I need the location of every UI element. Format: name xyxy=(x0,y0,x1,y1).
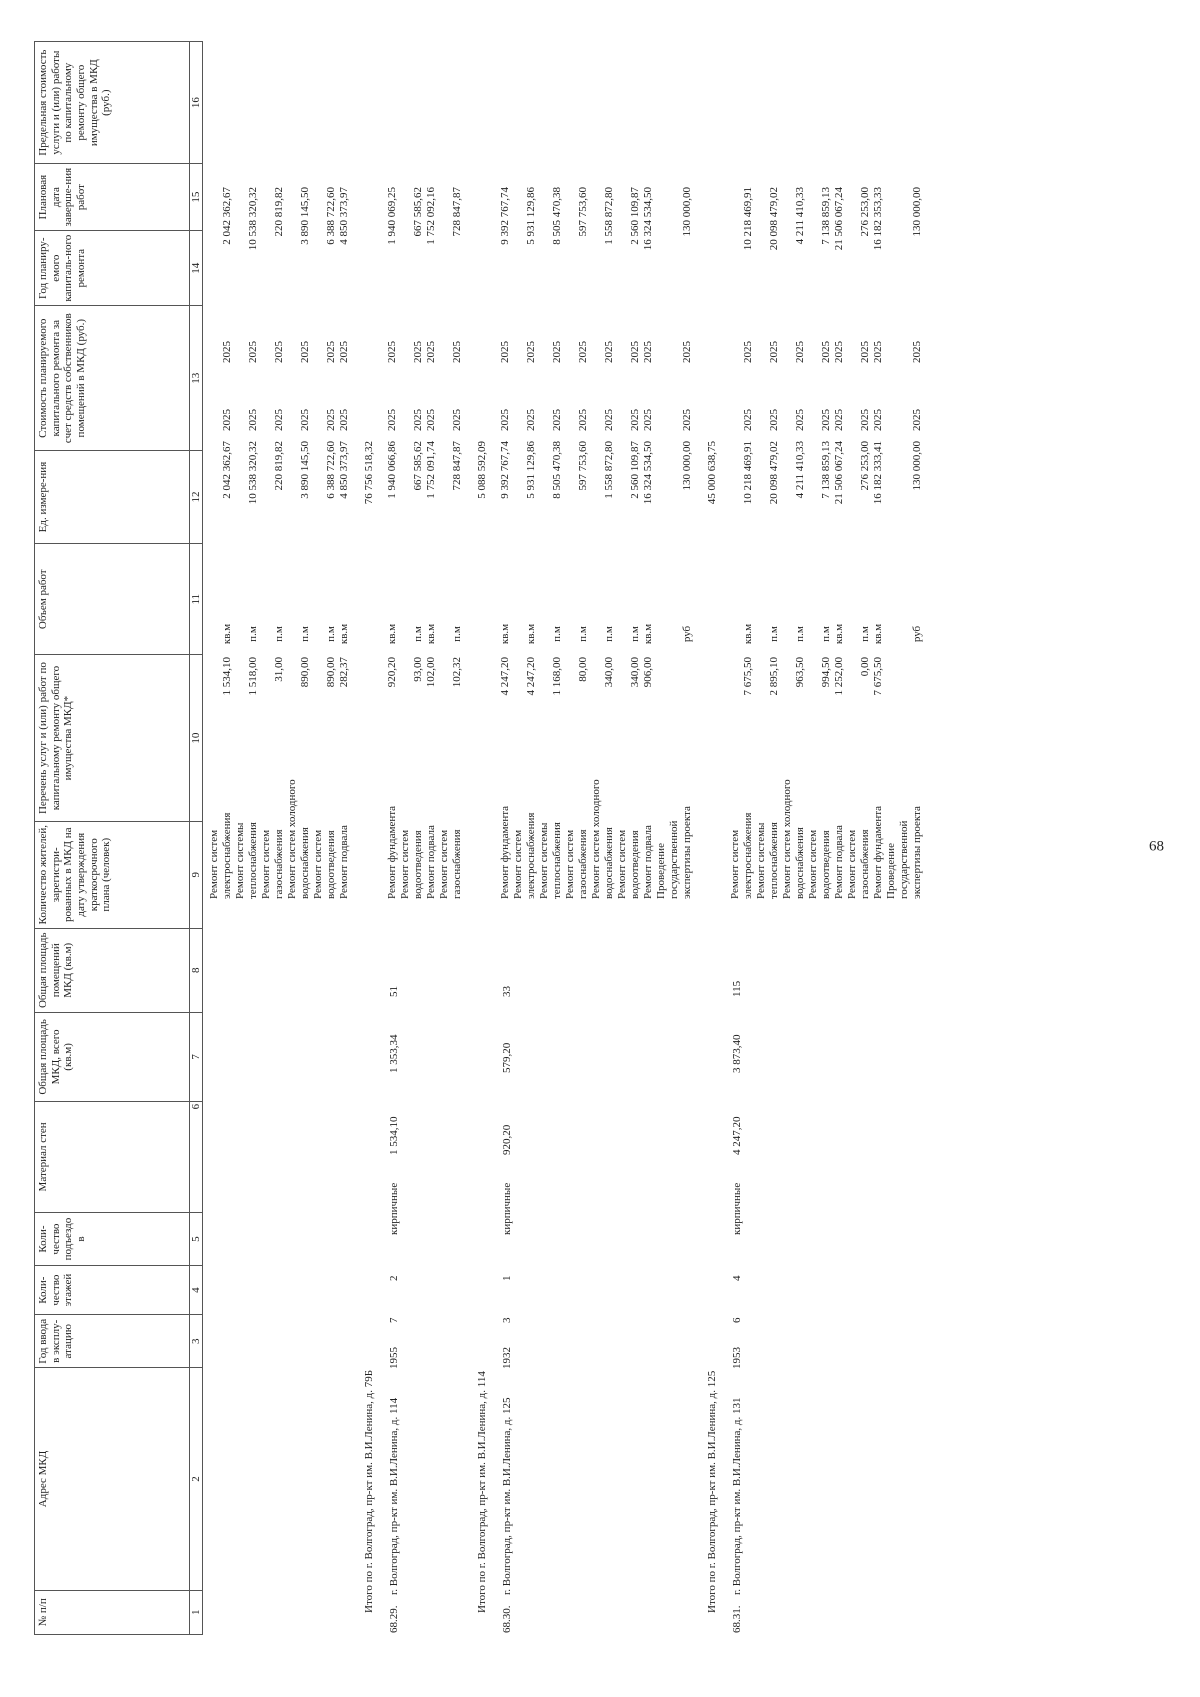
work-year: 2025 xyxy=(642,409,654,431)
work-name: газоснабжения xyxy=(451,829,463,899)
work-unit: кв.м xyxy=(642,623,654,645)
work-limit-cost: 1 752 092,16 xyxy=(425,187,437,245)
work-year: 2025 xyxy=(629,409,641,431)
work-end-date: 2025 xyxy=(911,341,923,363)
work-volume: 340,00 xyxy=(629,657,641,688)
work-name: государственной xyxy=(668,820,680,899)
work-name: теплоснабжения xyxy=(247,822,259,899)
work-year: 2025 xyxy=(299,409,311,431)
work-unit: руб xyxy=(911,625,923,643)
header-row xyxy=(35,42,190,1635)
work-volume: 0,00 xyxy=(859,657,871,677)
work-name: Ремонт систем xyxy=(208,829,220,899)
residents: 33 xyxy=(501,986,513,997)
work-limit-cost: 9 392 767,74 xyxy=(499,187,511,245)
work-volume: 1 518,00 xyxy=(247,657,259,696)
work-cost: 3 890 145,50 xyxy=(299,441,311,499)
work-end-date: 2025 xyxy=(629,341,641,363)
work-end-date: 2025 xyxy=(325,341,337,363)
work-end-date: 2025 xyxy=(833,341,845,363)
work-year: 2025 xyxy=(525,409,537,431)
column-header: Перечень услуг и (или) работ по капитальному ремонту общего имущества МКД* xyxy=(35,655,190,822)
column-header: Объем работ xyxy=(35,544,190,655)
address: г. Волгоград, пр-кт им. В.И.Ленина, д. 125 xyxy=(501,1397,513,1595)
work-cost: 1 940 066,86 xyxy=(386,441,398,499)
work-end-date: 2025 xyxy=(872,341,884,363)
work-limit-cost: 6 388 722,60 xyxy=(325,187,337,245)
work-name: экспертизы проекта xyxy=(681,806,693,899)
entrances: 4 xyxy=(731,1275,743,1281)
work-unit: п.м xyxy=(768,626,780,642)
work-end-date: 2025 xyxy=(525,341,537,363)
work-name: Ремонт систем холодного xyxy=(781,779,793,899)
work-year: 2025 xyxy=(499,409,511,431)
work-name: электроснабжения xyxy=(742,812,754,899)
column-header: Общая площадь МКД, всего (кв.м) xyxy=(35,1012,190,1101)
work-limit-cost: 16 324 534,50 xyxy=(642,187,654,251)
year-built: 1932 xyxy=(501,1347,513,1369)
work-unit: п.м xyxy=(603,626,615,642)
work-name: Ремонт системы xyxy=(234,822,246,899)
work-name: теплоснабжения xyxy=(551,822,563,899)
work-limit-cost: 130 000,00 xyxy=(681,187,693,237)
area-rooms: 3 873,40 xyxy=(731,1034,743,1073)
work-limit-cost: 220 819,82 xyxy=(273,187,285,237)
work-name: Ремонт систем холодного xyxy=(590,779,602,899)
work-end-date: 2025 xyxy=(794,341,806,363)
work-unit: п.м xyxy=(577,626,589,642)
floors: 3 xyxy=(501,1317,513,1323)
work-name: водоснабжения xyxy=(299,827,311,899)
work-year: 2025 xyxy=(325,409,337,431)
row-number: 68.29. xyxy=(388,1605,400,1633)
work-limit-cost: 130 000,00 xyxy=(911,187,923,237)
work-unit: кв.м xyxy=(425,623,437,645)
work-end-date: 2025 xyxy=(820,341,832,363)
area-rooms: 579,20 xyxy=(501,1042,513,1073)
total-label: Итого по г. Волгоград, пр-кт им. В.И.Ленина, д. 114 xyxy=(476,1371,488,1613)
work-volume: 1 168,00 xyxy=(551,657,563,696)
header-table xyxy=(34,41,203,1635)
work-name: Ремонт подвала xyxy=(642,825,654,899)
work-year: 2025 xyxy=(451,409,463,431)
work-end-date: 2025 xyxy=(425,341,437,363)
work-unit: п.м xyxy=(794,626,806,642)
wall-material: кирпичные xyxy=(731,1182,743,1235)
area-rooms: 1 353,34 xyxy=(388,1034,400,1073)
work-name: газоснабжения xyxy=(273,829,285,899)
work-year: 2025 xyxy=(742,409,754,431)
work-year: 2025 xyxy=(768,409,780,431)
work-volume: 282,37 xyxy=(338,657,350,688)
work-year: 2025 xyxy=(859,409,871,431)
work-volume: 102,32 xyxy=(451,657,463,688)
work-name: Ремонт системы xyxy=(755,822,767,899)
work-year: 2025 xyxy=(273,409,285,431)
work-end-date: 2025 xyxy=(386,341,398,363)
column-number: 2 xyxy=(190,1368,203,1590)
work-volume: 7 675,50 xyxy=(742,657,754,696)
work-unit: п.м xyxy=(859,626,871,642)
column-header: Стоимость планируемого капитального ремонта за счет средств собственников помещений в МКД (руб.) xyxy=(35,306,190,450)
row-number: 68.30. xyxy=(501,1605,513,1633)
work-end-date: 2025 xyxy=(499,341,511,363)
column-number: 5 xyxy=(190,1212,203,1265)
work-name: Ремонт фундамента xyxy=(386,805,398,899)
work-name: Ремонт фундамента xyxy=(499,805,511,899)
total-cost: 45 000 638,75 xyxy=(706,441,718,505)
column-number: 12 xyxy=(190,450,203,543)
work-limit-cost: 597 753,60 xyxy=(577,187,589,237)
work-limit-cost: 7 138 859,13 xyxy=(820,187,832,245)
work-end-date: 2025 xyxy=(742,341,754,363)
work-year: 2025 xyxy=(911,409,923,431)
work-volume: 7 675,50 xyxy=(872,657,884,696)
work-cost: 9 392 767,74 xyxy=(499,441,511,499)
work-limit-cost: 21 506 067,24 xyxy=(833,187,845,251)
work-unit: п.м xyxy=(412,626,424,642)
work-unit: кв.м xyxy=(386,623,398,645)
year-built: 1953 xyxy=(731,1347,743,1369)
work-cost: 10 538 320,32 xyxy=(247,441,259,505)
work-cost: 16 324 534,50 xyxy=(642,441,654,505)
column-header: № п/п xyxy=(35,1590,190,1634)
work-volume: 4 247,20 xyxy=(525,657,537,696)
work-year: 2025 xyxy=(833,409,845,431)
work-limit-cost: 20 098 479,02 xyxy=(768,187,780,251)
entrances: 2 xyxy=(388,1275,400,1281)
residents: 115 xyxy=(731,980,743,997)
work-cost: 1 558 872,80 xyxy=(603,441,615,499)
work-volume: 340,00 xyxy=(603,657,615,688)
work-name: водоснабжения xyxy=(794,827,806,899)
floors: 6 xyxy=(731,1317,743,1323)
work-volume: 1 534,10 xyxy=(221,657,233,696)
column-number: 11 xyxy=(190,544,203,655)
column-number: 3 xyxy=(190,1315,203,1368)
area-total: 4 247,20 xyxy=(731,1116,743,1155)
work-name: Ремонт системы xyxy=(538,822,550,899)
work-name: водоснабжения xyxy=(603,827,615,899)
work-cost: 276 253,00 xyxy=(859,441,871,491)
wall-material: кирпичные xyxy=(501,1182,513,1235)
work-name: Ремонт систем xyxy=(846,829,858,899)
area-total: 1 534,10 xyxy=(388,1116,400,1155)
column-number: 4 xyxy=(190,1266,203,1315)
column-header: Материал стен xyxy=(35,1101,190,1212)
work-end-date: 2025 xyxy=(247,341,259,363)
work-year: 2025 xyxy=(551,409,563,431)
work-year: 2025 xyxy=(872,409,884,431)
work-cost: 667 585,62 xyxy=(412,441,424,491)
work-cost: 1 752 091,74 xyxy=(425,441,437,499)
work-volume: 2 895,10 xyxy=(768,657,780,696)
work-name: Ремонт систем xyxy=(512,829,524,899)
total-label: Итого по г. Волгоград, пр-кт им. В.И.Ленина, д. 79Б xyxy=(363,1369,375,1613)
work-end-date: 2025 xyxy=(577,341,589,363)
column-number: 16 xyxy=(190,42,203,164)
column-number: 1 xyxy=(190,1590,203,1634)
column-header: Коли-чество этажей xyxy=(35,1266,190,1315)
column-number: 9 xyxy=(190,821,203,928)
work-limit-cost: 5 931 129,86 xyxy=(525,187,537,245)
work-limit-cost: 3 890 145,50 xyxy=(299,187,311,245)
row-number: 68.31. xyxy=(731,1605,743,1633)
work-volume: 963,50 xyxy=(794,657,806,688)
work-volume: 920,20 xyxy=(386,657,398,688)
work-year: 2025 xyxy=(603,409,615,431)
work-end-date: 2025 xyxy=(338,341,350,363)
work-cost: 2 042 362,67 xyxy=(221,441,233,499)
work-volume: 994,50 xyxy=(820,657,832,688)
work-volume: 31,00 xyxy=(273,657,285,682)
work-year: 2025 xyxy=(577,409,589,431)
work-end-date: 2025 xyxy=(412,341,424,363)
column-number: 10 xyxy=(190,655,203,822)
work-limit-cost: 1 940 069,25 xyxy=(386,187,398,245)
entrances: 1 xyxy=(501,1275,513,1281)
work-name: водоотведения xyxy=(820,830,832,899)
total-label: Итого по г. Волгоград, пр-кт им. В.И.Ленина, д. 125 xyxy=(706,1370,718,1613)
work-volume: 80,00 xyxy=(577,657,589,682)
column-number: 6 xyxy=(190,1101,203,1212)
total-cost: 76 756 518,32 xyxy=(363,441,375,505)
work-end-date: 2025 xyxy=(603,341,615,363)
column-header: Коли-чество подъездо в xyxy=(35,1212,190,1265)
work-name: Ремонт систем xyxy=(729,829,741,899)
work-year: 2025 xyxy=(425,409,437,431)
work-unit: п.м xyxy=(629,626,641,642)
work-unit: п.м xyxy=(325,626,337,642)
work-name: Ремонт подвала xyxy=(338,825,350,899)
work-end-date: 2025 xyxy=(642,341,654,363)
work-cost: 220 819,82 xyxy=(273,441,285,491)
work-year: 2025 xyxy=(221,409,233,431)
column-number: 14 xyxy=(190,230,203,306)
work-limit-cost: 10 218 469,91 xyxy=(742,187,754,251)
year-built: 1955 xyxy=(388,1347,400,1369)
work-name: Проведение xyxy=(885,843,897,899)
work-name: Ремонт систем холодного xyxy=(286,779,298,899)
work-name: водоотведения xyxy=(325,830,337,899)
work-limit-cost: 276 253,00 xyxy=(859,187,871,237)
work-unit: кв.м xyxy=(742,623,754,645)
address: г. Волгоград, пр-кт им. В.И.Ленина, д. 114 xyxy=(388,1397,400,1595)
work-year: 2025 xyxy=(386,409,398,431)
work-end-date: 2025 xyxy=(768,341,780,363)
work-name: государственной xyxy=(898,820,910,899)
work-cost: 5 931 129,86 xyxy=(525,441,537,499)
work-cost: 10 218 469,91 xyxy=(742,441,754,505)
work-name: Ремонт подвала xyxy=(425,825,437,899)
table-body xyxy=(208,41,1188,1635)
work-cost: 597 753,60 xyxy=(577,441,589,491)
work-cost: 16 182 333,41 xyxy=(872,441,884,505)
column-number: 8 xyxy=(190,928,203,1012)
wall-material: кирпичные xyxy=(388,1182,400,1235)
work-year: 2025 xyxy=(338,409,350,431)
work-name: Ремонт систем xyxy=(807,829,819,899)
work-cost: 8 505 470,38 xyxy=(551,441,563,499)
work-unit: кв.м xyxy=(221,623,233,645)
work-name: газоснабжения xyxy=(859,829,871,899)
work-unit: п.м xyxy=(551,626,563,642)
work-volume: 906,00 xyxy=(642,657,654,688)
work-name: Ремонт систем xyxy=(260,829,272,899)
work-unit: кв.м xyxy=(338,623,350,645)
work-cost: 20 098 479,02 xyxy=(768,441,780,505)
work-limit-cost: 16 182 353,33 xyxy=(872,187,884,251)
work-volume: 93,00 xyxy=(412,657,424,682)
work-name: Ремонт подвала xyxy=(833,825,845,899)
work-limit-cost: 728 847,87 xyxy=(451,187,463,237)
work-name: Ремонт систем xyxy=(312,829,324,899)
work-cost: 21 506 067,24 xyxy=(833,441,845,505)
work-end-date: 2025 xyxy=(273,341,285,363)
column-number: 13 xyxy=(190,306,203,450)
work-unit: п.м xyxy=(451,626,463,642)
work-cost: 728 847,87 xyxy=(451,441,463,491)
column-header: Ед. измере-ния xyxy=(35,450,190,543)
column-header: Плановая дата заверше-ния работ xyxy=(35,164,190,231)
work-limit-cost: 2 560 109,87 xyxy=(629,187,641,245)
column-header: Год планиру-емого капиталь-ного ремонта xyxy=(35,230,190,306)
column-header: Количество жителей, зарегистри-рованных в МКД на дату утверждения краткосрочного плана (человек) xyxy=(35,821,190,928)
work-unit: кв.м xyxy=(833,623,845,645)
work-name: Ремонт фундамента xyxy=(872,805,884,899)
column-header: Предельная стоимость услуги и (или) работы по капитальному ремонту общего имущества в МКД (руб.) xyxy=(35,42,190,164)
work-limit-cost: 667 585,62 xyxy=(412,187,424,237)
work-year: 2025 xyxy=(794,409,806,431)
work-unit: кв.м xyxy=(525,623,537,645)
work-cost: 4 211 410,33 xyxy=(794,441,806,499)
work-unit: руб xyxy=(681,625,693,643)
work-end-date: 2025 xyxy=(299,341,311,363)
work-name: электроснабжения xyxy=(525,812,537,899)
work-end-date: 2025 xyxy=(551,341,563,363)
column-header: Общая площадь помещений МКД (кв.м) xyxy=(35,928,190,1012)
work-limit-cost: 1 558 872,80 xyxy=(603,187,615,245)
work-name: Ремонт систем xyxy=(399,829,411,899)
work-name: электроснабжения xyxy=(221,812,233,899)
work-cost: 4 850 373,97 xyxy=(338,441,350,499)
column-number: 7 xyxy=(190,1012,203,1101)
work-cost: 7 138 859,13 xyxy=(820,441,832,499)
work-year: 2025 xyxy=(681,409,693,431)
work-name: Ремонт систем xyxy=(564,829,576,899)
work-limit-cost: 4 211 410,33 xyxy=(794,187,806,245)
column-header: Год ввода в эксплу-атацию xyxy=(35,1315,190,1368)
work-name: водоотведения xyxy=(412,830,424,899)
address: г. Волгоград, пр-кт им. В.И.Ленина, д. 131 xyxy=(731,1397,743,1595)
work-unit: п.м xyxy=(273,626,285,642)
work-year: 2025 xyxy=(247,409,259,431)
work-name: газоснабжения xyxy=(577,829,589,899)
work-limit-cost: 8 505 470,38 xyxy=(551,187,563,245)
floors: 7 xyxy=(388,1317,400,1323)
work-unit: п.м xyxy=(247,626,259,642)
work-year: 2025 xyxy=(820,409,832,431)
work-end-date: 2025 xyxy=(681,341,693,363)
work-volume: 890,00 xyxy=(325,657,337,688)
residents: 51 xyxy=(388,986,400,997)
work-cost: 130 000,00 xyxy=(911,441,923,491)
work-volume: 102,00 xyxy=(425,657,437,688)
work-cost: 6 388 722,60 xyxy=(325,441,337,499)
column-header: Адрес МКД xyxy=(35,1368,190,1590)
page-number: 68 xyxy=(1149,838,1164,855)
column-number: 15 xyxy=(190,164,203,231)
work-limit-cost: 10 538 320,32 xyxy=(247,187,259,251)
area-total: 920,20 xyxy=(501,1124,513,1155)
work-name: экспертизы проекта xyxy=(911,806,923,899)
work-name: Ремонт систем xyxy=(438,829,450,899)
work-limit-cost: 4 850 373,97 xyxy=(338,187,350,245)
work-unit: п.м xyxy=(299,626,311,642)
work-year: 2025 xyxy=(412,409,424,431)
work-name: Проведение xyxy=(655,843,667,899)
work-unit: кв.м xyxy=(499,623,511,645)
work-name: водоотведения xyxy=(629,830,641,899)
column-number-row xyxy=(190,42,203,1635)
work-volume: 890,00 xyxy=(299,657,311,688)
work-unit: п.м xyxy=(820,626,832,642)
work-end-date: 2025 xyxy=(859,341,871,363)
work-name: теплоснабжения xyxy=(768,822,780,899)
work-limit-cost: 2 042 362,67 xyxy=(221,187,233,245)
work-unit: кв.м xyxy=(872,623,884,645)
work-cost: 130 000,00 xyxy=(681,441,693,491)
work-end-date: 2025 xyxy=(451,341,463,363)
work-cost: 2 560 109,87 xyxy=(629,441,641,499)
work-name: Ремонт систем xyxy=(616,829,628,899)
work-volume: 1 252,00 xyxy=(833,657,845,696)
total-cost: 5 088 592,09 xyxy=(476,441,488,499)
work-volume: 4 247,20 xyxy=(499,657,511,696)
work-end-date: 2025 xyxy=(221,341,233,363)
